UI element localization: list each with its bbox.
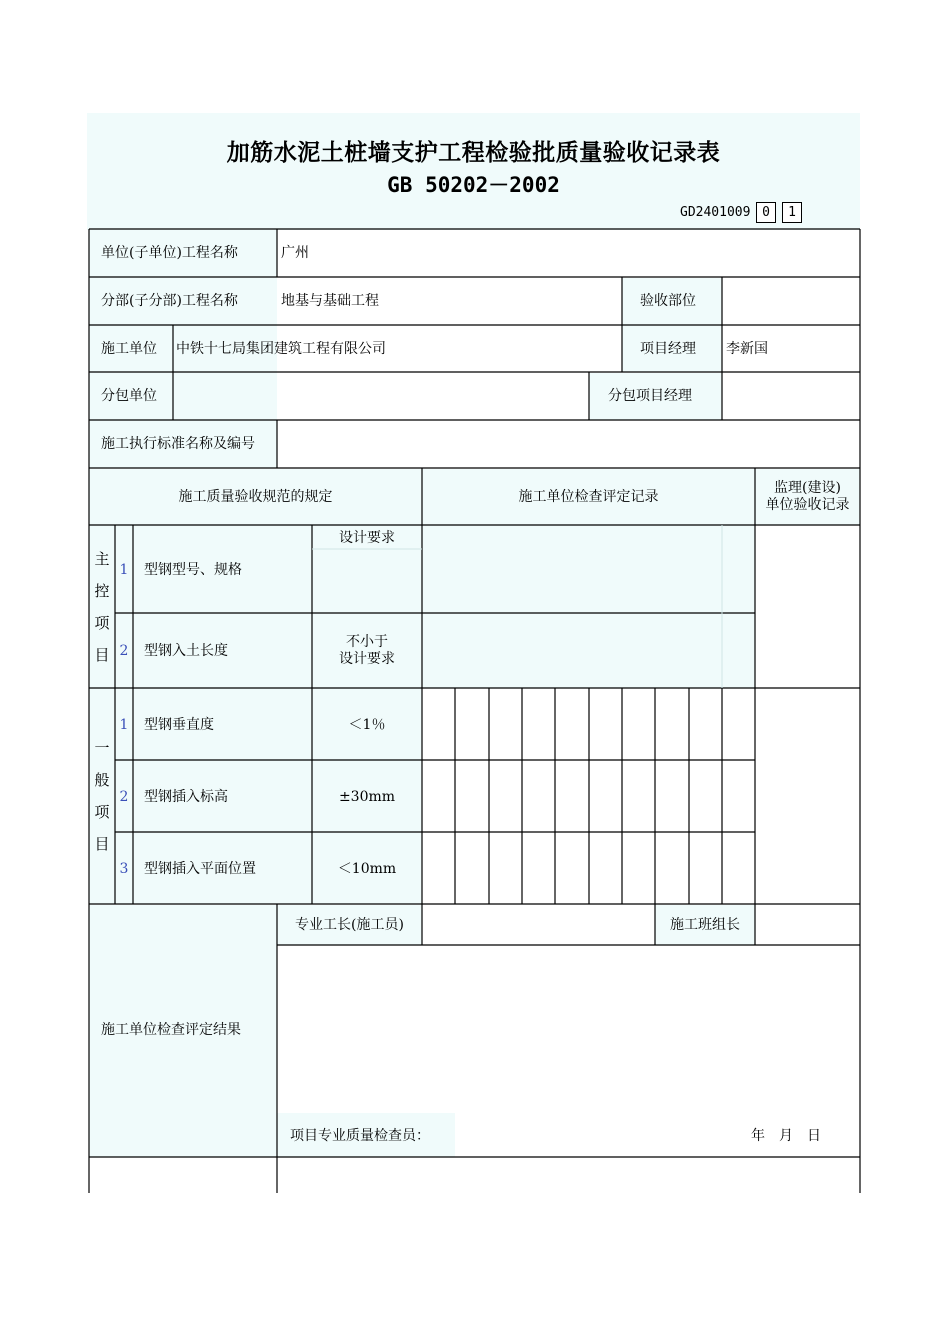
contractor-label: 施工单位 [101, 341, 157, 357]
code-box-2[interactable]: 1 [782, 202, 802, 223]
general-item-3-no: 3 [119, 861, 129, 877]
main-item-2-name: 型钢入土长度 [144, 643, 228, 659]
main-item-1-no: 1 [119, 562, 129, 578]
supervisor-header-line1: 监理(建设) [774, 480, 841, 496]
general-item-2-req: ±30mm [338, 789, 396, 805]
division-label: 分部(子分部)工程名称 [101, 293, 238, 309]
general-item-3-name: 型钢插入平面位置 [144, 861, 256, 877]
main-item-2-no: 2 [119, 643, 129, 659]
standard-code: GB 50202－2002 [387, 173, 560, 197]
team-leader-label: 施工班组长 [670, 917, 740, 933]
general-label: 一般项目 [94, 739, 110, 853]
form-title: 加筋水泥土桩墙支护工程检验批质量验收记录表 [226, 140, 721, 166]
main-item-1-name: 型钢型号、规格 [144, 562, 242, 578]
foreman-label: 专业工长(施工员) [295, 917, 404, 933]
inspector-label: 项目专业质量检查员： [290, 1128, 430, 1144]
sub-manager-label: 分包项目经理 [608, 388, 692, 404]
general-item-1-name: 型钢垂直度 [144, 717, 214, 733]
form-code: GD2401009 [680, 205, 751, 220]
main-item-2-req-line1: 不小于 [346, 634, 388, 650]
record-header: 施工单位检查评定记录 [518, 489, 659, 505]
general-item-2-name: 型钢插入标高 [144, 789, 228, 805]
project-name-value[interactable]: 广州 [281, 245, 309, 261]
main-item-2-req-line2: 设计要求 [339, 651, 395, 667]
design-req-header: 设计要求 [339, 530, 395, 546]
result-label: 施工单位检查评定结果 [101, 1022, 241, 1038]
supervisor-header-line2: 单位验收记录 [765, 497, 850, 513]
main-control-label: 主控项目 [94, 550, 110, 664]
manager-value[interactable]: 李新国 [726, 341, 768, 357]
contractor-value[interactable]: 中铁十七局集团建筑工程有限公司 [176, 341, 386, 357]
division-value[interactable]: 地基与基础工程 [281, 293, 379, 309]
acceptance-part-label: 验收部位 [640, 293, 696, 309]
subcontractor-label: 分包单位 [101, 388, 157, 404]
spec-header: 施工质量验收规范的规定 [178, 489, 333, 505]
project-name-label: 单位(子单位)工程名称 [101, 245, 238, 261]
standard-label: 施工执行标准名称及编号 [101, 436, 255, 452]
general-item-2-no: 2 [119, 789, 129, 805]
date-label: 年 月 日 [751, 1128, 821, 1144]
general-item-3-req: ＜10mm [337, 861, 397, 877]
manager-label: 项目经理 [640, 341, 696, 357]
general-item-1-no: 1 [119, 717, 129, 733]
general-item-1-req: ＜1％ [348, 717, 386, 733]
code-box-1[interactable]: 0 [756, 202, 776, 223]
